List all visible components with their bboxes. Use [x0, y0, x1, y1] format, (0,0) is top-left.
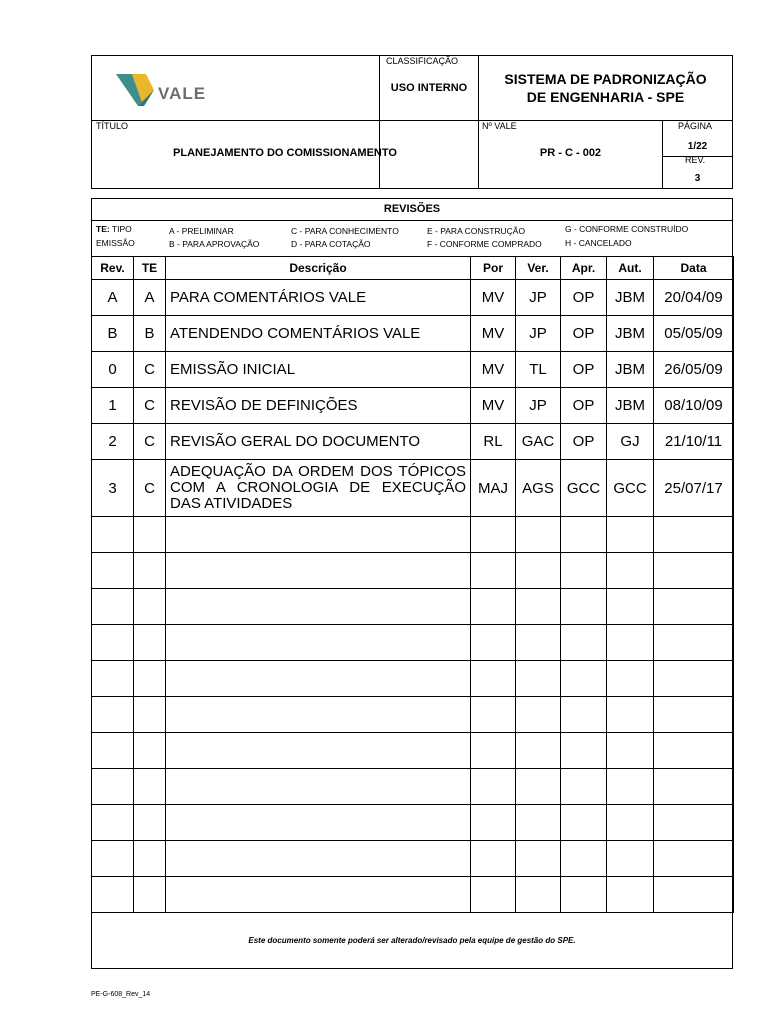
empty-cell: [654, 877, 734, 913]
empty-cell: [92, 697, 134, 733]
empty-cell: [607, 769, 654, 805]
cell-te: C: [134, 352, 166, 388]
col-header-by: Por: [471, 257, 516, 280]
col-header-authorized: Aut.: [607, 257, 654, 280]
cell-description: ATENDENDO COMENTÁRIOS VALE: [166, 316, 471, 352]
empty-cell: [471, 589, 516, 625]
empty-cell: [92, 553, 134, 589]
cell-verified: TL: [516, 352, 561, 388]
empty-cell: [516, 553, 561, 589]
system-title-line1: SISTEMA DE PADRONIZAÇÃO: [504, 71, 707, 87]
col-header-date: Data: [654, 257, 734, 280]
empty-cell: [654, 697, 734, 733]
cell-by: MV: [471, 388, 516, 424]
cell-date: 26/05/09: [654, 352, 734, 388]
empty-cell: [92, 589, 134, 625]
doc-number-label: Nº VALE: [482, 121, 517, 131]
empty-table-row: [92, 661, 734, 697]
cell-authorized: JBM: [607, 388, 654, 424]
empty-cell: [471, 841, 516, 877]
classification-label: CLASSIFICAÇÃO: [386, 56, 459, 66]
empty-cell: [516, 769, 561, 805]
cell-rev: 2: [92, 424, 134, 460]
page-label: PÁGINA: [678, 121, 713, 131]
empty-cell: [607, 553, 654, 589]
cell-date: 08/10/09: [654, 388, 734, 424]
empty-cell: [561, 805, 607, 841]
cell-authorized: GCC: [607, 460, 654, 517]
empty-cell: [134, 661, 166, 697]
empty-cell: [561, 877, 607, 913]
empty-cell: [134, 553, 166, 589]
empty-cell: [134, 589, 166, 625]
empty-cell: [134, 697, 166, 733]
revisions-title: REVISÕES: [383, 203, 441, 215]
empty-cell: [607, 517, 654, 553]
empty-cell: [561, 769, 607, 805]
empty-table-row: [92, 841, 734, 877]
cell-rev: 0: [92, 352, 134, 388]
cell-date: 05/05/09: [654, 316, 734, 352]
cell-verified: GAC: [516, 424, 561, 460]
cell-by: MV: [471, 280, 516, 316]
cell-authorized: JBM: [607, 316, 654, 352]
empty-cell: [166, 517, 471, 553]
table-row: [92, 460, 734, 517]
empty-table-row: [92, 553, 734, 589]
legend-b: B - PARA APROVAÇÃO: [169, 239, 260, 249]
divider: [92, 120, 732, 121]
empty-cell: [516, 589, 561, 625]
cell-rev: A: [92, 280, 134, 316]
col-header-rev: Rev.: [92, 257, 134, 280]
empty-table-row: [92, 805, 734, 841]
legend-g: G - CONFORME CONSTRUÍDO: [565, 224, 689, 234]
empty-cell: [471, 805, 516, 841]
empty-cell: [607, 589, 654, 625]
divider: [92, 220, 732, 221]
revisions-table-head: [92, 257, 734, 280]
table-row: [92, 280, 734, 316]
cell-description: ADEQUAÇÃO DA ORDEM DOS TÓPICOS COM A CRONOLOGIA DE EXECUÇÃO DAS ATIVIDADES: [166, 460, 471, 517]
empty-cell: [607, 805, 654, 841]
empty-cell: [654, 625, 734, 661]
cell-date: 21/10/11: [654, 424, 734, 460]
empty-cell: [654, 589, 734, 625]
col-header-te: TE: [134, 257, 166, 280]
rev-value: 3: [694, 173, 701, 184]
cell-approved: OP: [561, 316, 607, 352]
cell-verified: AGS: [516, 460, 561, 517]
empty-cell: [516, 805, 561, 841]
empty-cell: [516, 841, 561, 877]
empty-cell: [654, 841, 734, 877]
legend-f: F - CONFORME COMPRADO: [427, 239, 542, 249]
empty-cell: [654, 553, 734, 589]
table-row: [92, 388, 734, 424]
legend-a: A - PRELIMINAR: [169, 226, 234, 236]
empty-cell: [471, 769, 516, 805]
empty-cell: [92, 805, 134, 841]
emission-label: EMISSÃO: [96, 238, 135, 248]
cell-rev: B: [92, 316, 134, 352]
empty-cell: [471, 553, 516, 589]
empty-cell: [166, 589, 471, 625]
empty-cell: [607, 661, 654, 697]
empty-cell: [516, 625, 561, 661]
empty-cell: [516, 697, 561, 733]
empty-cell: [134, 625, 166, 661]
page-value: 1/22: [687, 141, 708, 152]
classification-value: USO INTERNO: [390, 82, 468, 94]
empty-cell: [471, 625, 516, 661]
empty-cell: [561, 625, 607, 661]
empty-cell: [471, 661, 516, 697]
empty-cell: [134, 517, 166, 553]
cell-approved: OP: [561, 388, 607, 424]
empty-cell: [166, 661, 471, 697]
empty-cell: [471, 517, 516, 553]
te-label-rest: TIPO: [109, 224, 132, 234]
empty-cell: [92, 517, 134, 553]
empty-cell: [92, 769, 134, 805]
te-label-bold: TE:: [96, 224, 110, 234]
empty-cell: [471, 877, 516, 913]
empty-cell: [607, 877, 654, 913]
empty-cell: [92, 877, 134, 913]
table-header-row: [92, 257, 734, 280]
empty-cell: [471, 697, 516, 733]
empty-table-row: [92, 733, 734, 769]
cell-verified: JP: [516, 280, 561, 316]
empty-cell: [654, 769, 734, 805]
cell-authorized: JBM: [607, 352, 654, 388]
cell-verified: JP: [516, 316, 561, 352]
empty-cell: [516, 661, 561, 697]
cell-date: 25/07/17: [654, 460, 734, 517]
empty-cell: [516, 877, 561, 913]
empty-cell: [166, 553, 471, 589]
empty-cell: [471, 733, 516, 769]
vale-logo-text: VALE: [158, 84, 207, 103]
empty-cell: [166, 733, 471, 769]
form-code: PE-G-608_Rev_14: [91, 991, 151, 998]
empty-cell: [516, 733, 561, 769]
cell-by: MV: [471, 352, 516, 388]
cell-approved: OP: [561, 280, 607, 316]
empty-cell: [654, 517, 734, 553]
col-header-verified: Ver.: [516, 257, 561, 280]
empty-cell: [561, 841, 607, 877]
vale-logo: [116, 68, 226, 108]
cell-description: EMISSÃO INICIAL: [166, 352, 471, 388]
empty-cell: [607, 841, 654, 877]
empty-cell: [607, 625, 654, 661]
empty-cell: [166, 841, 471, 877]
cell-description: REVISÃO DE DEFINIÇÕES: [166, 388, 471, 424]
empty-cell: [166, 877, 471, 913]
cell-authorized: JBM: [607, 280, 654, 316]
cell-authorized: GJ: [607, 424, 654, 460]
rev-label: REV.: [685, 155, 706, 165]
cell-te: A: [134, 280, 166, 316]
te-label: [96, 224, 132, 234]
table-row: [92, 316, 734, 352]
empty-cell: [92, 733, 134, 769]
legend-h: H - CANCELADO: [565, 238, 632, 248]
empty-cell: [134, 877, 166, 913]
empty-table-row: [92, 517, 734, 553]
empty-cell: [561, 553, 607, 589]
cell-rev: 1: [92, 388, 134, 424]
empty-cell: [561, 517, 607, 553]
cell-verified: JP: [516, 388, 561, 424]
cell-te: C: [134, 424, 166, 460]
system-title-line2: DE ENGENHARIA - SPE: [526, 89, 685, 105]
empty-cell: [607, 697, 654, 733]
revisions-table: [91, 256, 734, 913]
empty-cell: [134, 805, 166, 841]
empty-cell: [134, 769, 166, 805]
cell-te: B: [134, 316, 166, 352]
empty-cell: [654, 733, 734, 769]
empty-table-row: [92, 589, 734, 625]
footer-note: Este documento somente poderá ser alterado/revisado pela equipe de gestão do SPE.: [248, 936, 576, 945]
empty-cell: [92, 625, 134, 661]
legend-c: C - PARA CONHECIMENTO: [291, 226, 399, 236]
legend-e: E - PARA CONSTRUÇÃO: [427, 226, 526, 236]
empty-table-row: [92, 769, 734, 805]
empty-cell: [561, 733, 607, 769]
empty-cell: [134, 841, 166, 877]
cell-date: 20/04/09: [654, 280, 734, 316]
empty-cell: [561, 661, 607, 697]
empty-cell: [166, 769, 471, 805]
empty-cell: [516, 517, 561, 553]
revisions-table-body: [92, 280, 734, 913]
empty-cell: [166, 697, 471, 733]
cell-approved: GCC: [561, 460, 607, 517]
system-title: [479, 70, 732, 106]
table-row: [92, 352, 734, 388]
empty-cell: [561, 589, 607, 625]
cell-description: REVISÃO GERAL DO DOCUMENTO: [166, 424, 471, 460]
col-header-description: Descrição: [166, 257, 471, 280]
cell-by: MAJ: [471, 460, 516, 517]
empty-cell: [654, 661, 734, 697]
empty-table-row: [92, 697, 734, 733]
title-label: TÍTULO: [96, 121, 129, 131]
empty-table-row: [92, 625, 734, 661]
empty-cell: [92, 841, 134, 877]
cell-te: C: [134, 388, 166, 424]
legend-d: D - PARA COTAÇÃO: [291, 239, 371, 249]
cell-by: MV: [471, 316, 516, 352]
empty-cell: [134, 733, 166, 769]
cell-by: RL: [471, 424, 516, 460]
empty-cell: [92, 661, 134, 697]
empty-table-row: [92, 877, 734, 913]
document-title: PLANEJAMENTO DO COMISSIONAMENTO: [173, 147, 397, 159]
empty-cell: [654, 805, 734, 841]
empty-cell: [166, 625, 471, 661]
cell-description: PARA COMENTÁRIOS VALE: [166, 280, 471, 316]
empty-cell: [166, 805, 471, 841]
doc-number-value: PR - C - 002: [539, 147, 602, 159]
divider: [379, 56, 380, 189]
table-row: [92, 424, 734, 460]
cell-rev: 3: [92, 460, 134, 517]
cell-te: C: [134, 460, 166, 517]
empty-cell: [561, 697, 607, 733]
col-header-approved: Apr.: [561, 257, 607, 280]
cell-approved: OP: [561, 352, 607, 388]
empty-cell: [607, 733, 654, 769]
document-header: [91, 55, 733, 189]
cell-approved: OP: [561, 424, 607, 460]
